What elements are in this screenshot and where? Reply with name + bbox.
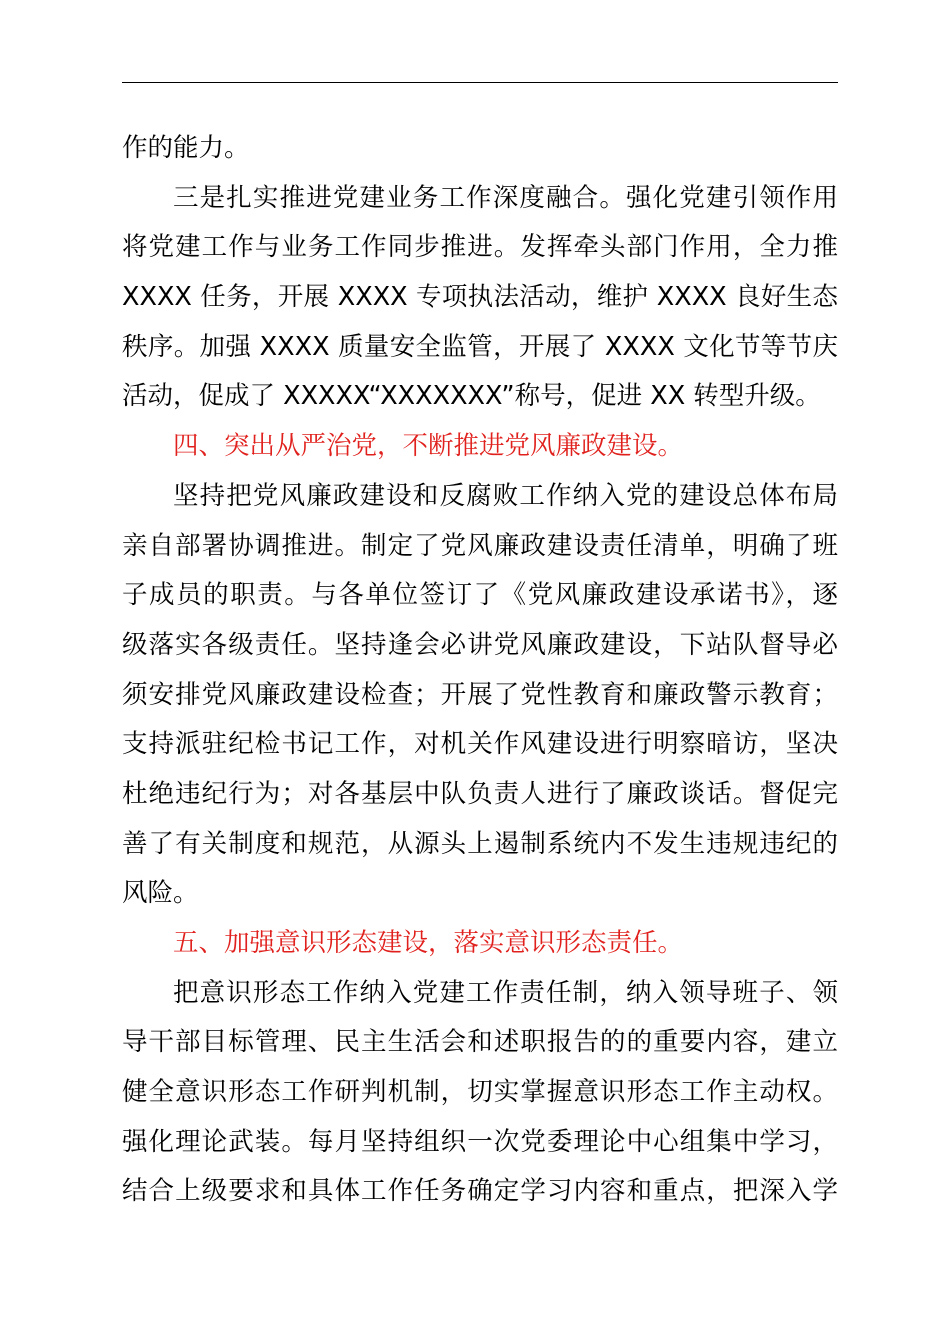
text-line: 风险。 (122, 878, 199, 909)
text-line: 支持派驻纪检书记工作，对机关作风建设进行明察暗访，坚决 (122, 729, 838, 760)
text-line: 三是扎实推进党建业务工作深度融合。强化党建引领作用 (173, 182, 838, 213)
text-line: 强化理论武装。每月坚持组织一次党委理论中心组集中学习， (122, 1126, 838, 1157)
text-line: 作的能力。 (122, 133, 250, 163)
section-heading-five: 五、加强意识形态建设，落实意识形态责任。 (173, 928, 684, 958)
text-line: 秩序。加强 XXXX 质量安全监管，开展了 XXXX 文化节等节庆 (122, 331, 838, 362)
text-line: 亲自部署协调推进。制定了党风廉政建设责任清单，明确了班 (122, 530, 838, 561)
header-rule (122, 82, 838, 83)
section-heading-four: 四、突出从严治党，不断推进党风廉政建设。 (173, 431, 684, 462)
text-line: 将党建工作与业务工作同步推进。发挥牵头部门作用，全力推 (122, 232, 838, 263)
text-line: 子成员的职责。与各单位签订了《党风廉政建设承诺书》，逐 (122, 580, 838, 611)
text-line: 善了有关制度和规范，从源头上遏制系统内不发生违规违纪的 (122, 828, 838, 859)
document-body (122, 124, 838, 1217)
text-line: 活动，促成了 XXXXX“XXXXXXX”称号，促进 XX 转型升级。 (122, 381, 821, 412)
text-line: 杜绝违纪行为；对各基层中队负责人进行了廉政谈话。督促完 (122, 778, 838, 809)
text-line: 把意识形态工作纳入党建工作责任制，纳入领导班子、领 (173, 977, 838, 1008)
text-line: 健全意识形态工作研判机制，切实掌握意识形态工作主动权。 (122, 1077, 838, 1108)
text-line: 坚持把党风廉政建设和反腐败工作纳入党的建设总体布局 (173, 480, 838, 511)
text-line: XXXX 任务，开展 XXXX 专项执法活动，维护 XXXX 良好生态 (122, 282, 838, 313)
text-line: 结合上级要求和具体工作任务确定学习内容和重点，把深入学 (122, 1176, 838, 1207)
text-line: 级落实各级责任。坚持逢会必讲党风廉政建设，下站队督导必 (122, 629, 838, 660)
text-line: 导干部目标管理、民主生活会和述职报告的的重要内容，建立 (122, 1027, 838, 1058)
text-line: 须安排党风廉政建设检查；开展了党性教育和廉政警示教育； (122, 679, 838, 710)
